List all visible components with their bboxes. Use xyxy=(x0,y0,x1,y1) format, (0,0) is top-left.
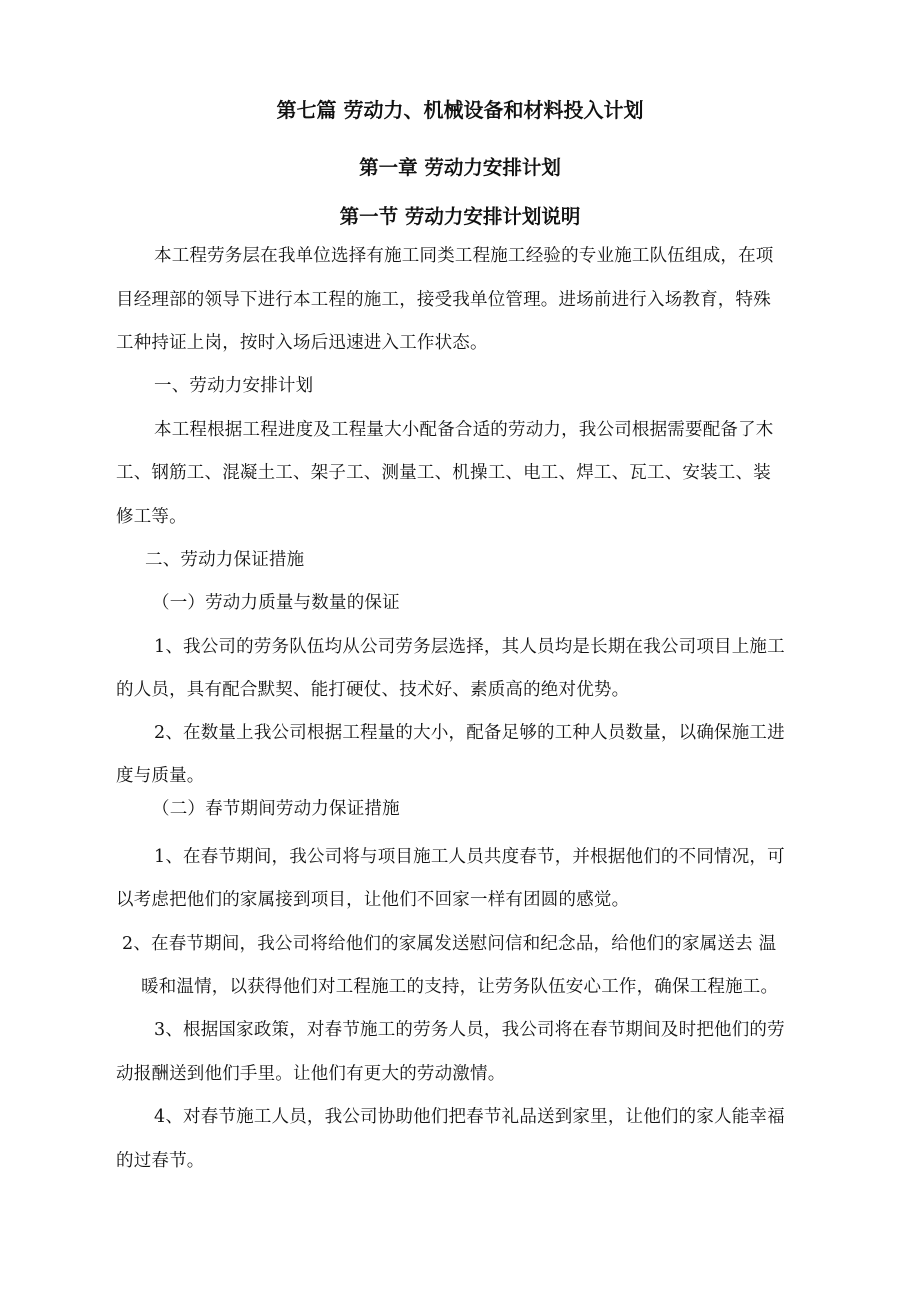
paragraph-item-line: 1、我公司的劳务队伍均从公司劳务层选择，其人员均是长期在我公司项目上施工 xyxy=(154,637,785,657)
paragraph-item-line: 的人员，具有配合默契、能打硬仗、技术好、素质高的绝对优势。 xyxy=(116,680,630,700)
part-title: 第七篇 劳动力、机械设备和材料投入计划 xyxy=(276,98,644,122)
paragraph-item-line: 动报酬送到他们手里。让他们有更大的劳动激情。 xyxy=(116,1064,506,1084)
paragraph-item-line: 以考虑把他们的家属接到项目，让他们不回家一样有团圆的感觉。 xyxy=(116,890,630,910)
section-title: 第一节 劳动力安排计划说明 xyxy=(339,205,581,228)
subheading-quality-quantity: （一）劳动力质量与数量的保证 xyxy=(152,593,400,613)
paragraph-labor-plan-line: 修工等。 xyxy=(116,507,187,527)
paragraph-item-line: 暖和温情，以获得他们对工程施工的支持，让劳务队伍安心工作，确保工程施工。 xyxy=(141,977,779,997)
paragraph-item-line: 度与质量。 xyxy=(116,766,205,786)
paragraph-item-line: 2、在数量上我公司根据工程量的大小，配备足够的工种人员数量，以确保施工进 xyxy=(154,723,785,743)
subheading-labor-plan: 一、劳动力安排计划 xyxy=(154,376,314,396)
paragraph-item-line: 3、根据国家政策，对春节施工的劳务人员，我公司将在春节期间及时把他们的劳 xyxy=(154,1020,785,1040)
paragraph-intro-line: 工种持证上岗，按时入场后迅速进入工作状态。 xyxy=(116,333,488,353)
paragraph-labor-plan-line: 工、钢筋工、混凝土工、架子工、测量工、机操工、电工、焊工、瓦工、安装工、装 xyxy=(116,463,771,483)
paragraph-item-line: 1、在春节期间，我公司将与项目施工人员共度春节，并根据他们的不同情况，可 xyxy=(154,847,785,867)
subheading-spring-festival: （二）春节期间劳动力保证措施 xyxy=(152,799,400,819)
paragraph-intro-line: 本工程劳务层在我单位选择有施工同类工程施工经验的专业施工队伍组成，在项 xyxy=(154,246,774,266)
paragraph-item-line: 2、在春节期间，我公司将给他们的家属发送慰问信和纪念品，给他们的家属送去 温 xyxy=(122,934,777,954)
paragraph-item-line: 4、对春节施工人员，我公司协助他们把春节礼品送到家里，让他们的家人能幸福 xyxy=(154,1107,785,1127)
paragraph-intro-line: 目经理部的领导下进行本工程的施工，接受我单位管理。进场前进行入场教育，特殊 xyxy=(116,290,771,310)
chapter-title: 第一章 劳动力安排计划 xyxy=(359,156,561,179)
paragraph-labor-plan-line: 本工程根据工程进度及工程量大小配备合适的劳动力，我公司根据需要配备了木 xyxy=(154,420,774,440)
paragraph-item-line: 的过春节。 xyxy=(116,1151,205,1171)
subheading-guarantee-measures: 二、劳动力保证措施 xyxy=(145,550,305,570)
